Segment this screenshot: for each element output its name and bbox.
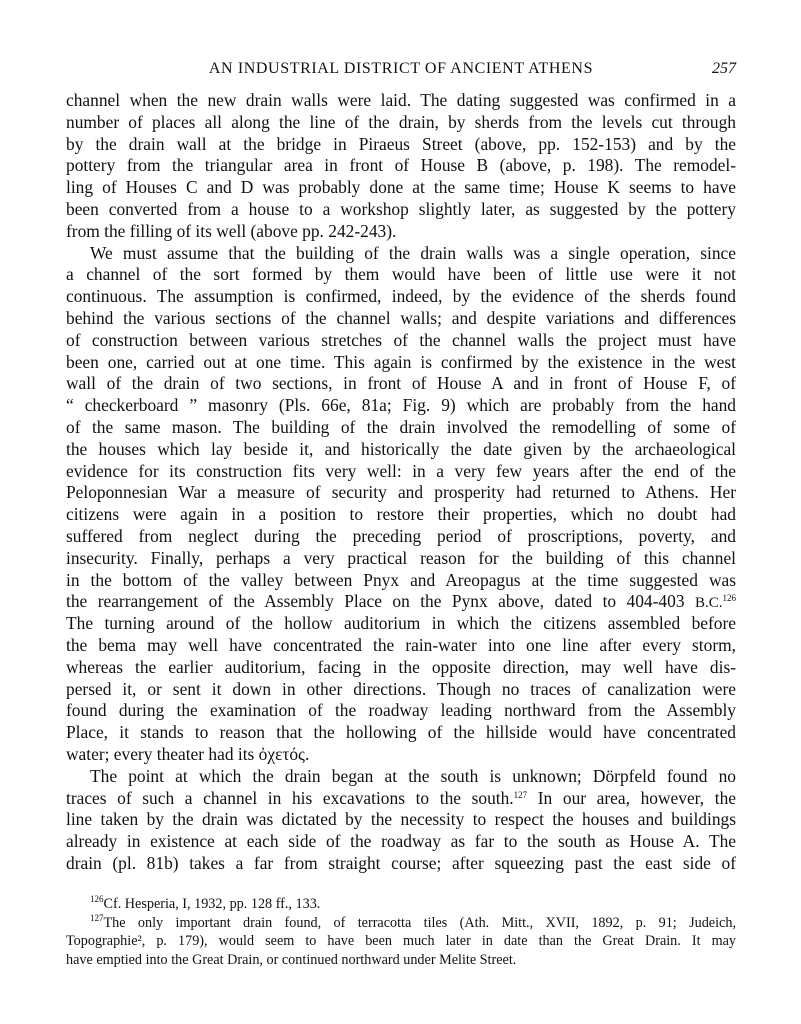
body-text xyxy=(66,90,736,875)
body-line xyxy=(66,613,736,635)
body-line xyxy=(66,373,736,395)
body-line-text: the houses which lay beside it, and historically the date given by the archaeological xyxy=(66,438,736,459)
body-line xyxy=(66,504,736,526)
body-line xyxy=(66,788,736,810)
body-line-text: behind the various sections of the channel walls; and despite variations and differences xyxy=(66,307,736,328)
body-line xyxy=(66,657,736,679)
body-line-text: The point at which the drain began at the south is unknown; Dörpfeld found no xyxy=(90,765,736,786)
body-line-text: continuous. The assumption is confirmed, indeed, by the evidence of the sherds found xyxy=(66,286,736,307)
body-line-text: been converted from a house to a workshop slightly later, as suggested by the pottery xyxy=(66,198,736,219)
footnote-line xyxy=(66,914,736,933)
body-line-text: Peloponnesian War a measure of security and prosperity had returned to Athens. Her xyxy=(66,482,736,503)
body-line xyxy=(66,482,736,504)
body-line xyxy=(66,352,736,374)
body-line-text: insecurity. Finally, perhaps a very practical reason for the building of this channel xyxy=(66,547,736,568)
body-line-text: pottery from the triangular area in front of House B (above, p. 198). The remodel- xyxy=(66,155,736,176)
body-line-text: already in existence at each side of the roadway as far to the south as House A. The xyxy=(66,831,736,852)
body-line-text: by the drain wall at the bridge in Piraeus Street (above, pp. 152-153) and by the xyxy=(66,133,736,154)
body-line xyxy=(66,461,736,483)
footnote-line xyxy=(66,895,736,914)
body-line xyxy=(66,395,736,417)
footnote-marker: 127 xyxy=(90,912,104,923)
body-line xyxy=(66,308,736,330)
footnote-line-text: Topographie², p. 179), would seem to have been much later in date than the Great Drain. It may xyxy=(66,933,736,950)
body-line xyxy=(66,831,736,853)
footnote-line-text: The only important drain found, of terracotta tiles (Ath. Mitt., XVII, 1892, p. 91; Judeich, xyxy=(103,914,736,931)
body-line-text: ling of Houses C and D was probably done at the same time; House K seems to have xyxy=(66,177,736,198)
footnote-reference: 127 xyxy=(513,789,528,800)
body-line-text: citizens were again in a position to restore their properties, which no doubt had xyxy=(66,504,736,525)
footnote-line xyxy=(66,932,736,951)
body-line-text: found during the examination of the roadway leading northward from the Assembly xyxy=(66,700,736,721)
body-line xyxy=(66,155,736,177)
body-line xyxy=(66,90,736,112)
body-line-text: drain (pl. 81b) takes a far from straight course; after squeezing past the east side of xyxy=(66,852,736,873)
body-line-text: We must assume that the building of the drain walls was a single operation, since xyxy=(90,242,736,263)
body-line-text: been one, carried out at one time. This again is confirmed by the existence in the west xyxy=(66,351,736,372)
footnotes xyxy=(66,895,736,969)
running-title: AN INDUSTRIAL DISTRICT OF ANCIENT ATHENS xyxy=(208,60,594,77)
footnote-reference: 126 xyxy=(722,593,736,604)
body-line xyxy=(66,439,736,461)
body-line-text: Place, it stands to reason that the hollowing of the hillside would have concentrated xyxy=(66,722,736,743)
body-line-text: line taken by the drain was dictated by the necessity to respect the houses and buildings xyxy=(66,809,736,830)
body-line-text: a channel of the sort formed by them would have been of little use were it not xyxy=(66,264,736,285)
body-line xyxy=(66,809,736,831)
era-abbreviation: B.C. xyxy=(694,595,723,612)
body-line-text: traces of such a channel in his excavations to the south. xyxy=(66,787,514,808)
body-line-text: persed it, or sent it down in other directions. Though no traces of canalization were xyxy=(66,678,736,699)
body-line xyxy=(66,679,736,701)
footnote-line-text: have emptied into the Great Drain, or continued northward under Melite Street. xyxy=(66,951,517,968)
body-line xyxy=(66,766,736,788)
footnote-marker: 126 xyxy=(90,894,104,904)
body-line xyxy=(66,177,736,199)
body-line xyxy=(66,591,736,613)
body-line xyxy=(66,548,736,570)
body-line xyxy=(66,853,736,875)
page-number: 257 xyxy=(712,60,736,77)
body-line xyxy=(66,243,736,265)
body-line-text: The turning around of the hollow auditorium in which the citizens assembled before xyxy=(66,613,736,634)
body-line-text: wall of the drain of two sections, in front of House A and in front of House F, of xyxy=(66,373,736,394)
footnote-line xyxy=(66,951,736,970)
body-line-text: of the same mason. The building of the drain involved the remodelling of some of xyxy=(66,416,736,437)
body-line xyxy=(66,221,736,243)
body-line xyxy=(66,264,736,286)
body-line-text: water; every theater had its ὀχετός. xyxy=(66,743,310,764)
body-line-text: number of places all along the line of the drain, by sherds from the levels cut through xyxy=(66,111,736,132)
running-head xyxy=(66,60,736,84)
body-line xyxy=(66,417,736,439)
body-line xyxy=(66,112,736,134)
body-line-text: evidence for its construction fits very well: in a very few years after the end of the xyxy=(66,460,736,481)
body-line xyxy=(66,570,736,592)
body-line-text: in the bottom of the valley between Pnyx and Areopagus at the time suggested was xyxy=(66,569,736,590)
body-line xyxy=(66,134,736,156)
body-line xyxy=(66,286,736,308)
body-line xyxy=(66,744,736,766)
body-line-text: suffered from neglect during the preceding period of proscriptions, poverty, and xyxy=(66,525,736,546)
body-line-text: of construction between various stretches of the channel walls the project must have xyxy=(66,329,736,350)
body-line xyxy=(66,700,736,722)
body-line-text: whereas the earlier auditorium, facing in the opposite direction, may well have dis- xyxy=(66,656,736,677)
body-line-text: “ checkerboard ” masonry (Pls. 66e, 81a; Fig. 9) which are probably from the hand xyxy=(66,395,736,416)
body-line-text: the bema may well have concentrated the rain-water into one line after every storm, xyxy=(66,634,736,655)
body-line-continuation: In our area, however, the xyxy=(527,787,736,808)
body-line xyxy=(66,330,736,352)
body-line xyxy=(66,526,736,548)
body-line-text: channel when the new drain walls were laid. The dating suggested was confirmed in a xyxy=(66,90,736,110)
body-line xyxy=(66,635,736,657)
body-line xyxy=(66,722,736,744)
body-line-text: the rearrangement of the Assembly Place on the Pynx above, dated to 404-403 xyxy=(66,591,685,612)
body-line xyxy=(66,199,736,221)
body-line-text: from the filling of its well (above pp. 242-243). xyxy=(66,220,397,241)
footnote-line-text: Cf. Hesperia, I, 1932, pp. 128 ff., 133. xyxy=(103,896,321,912)
